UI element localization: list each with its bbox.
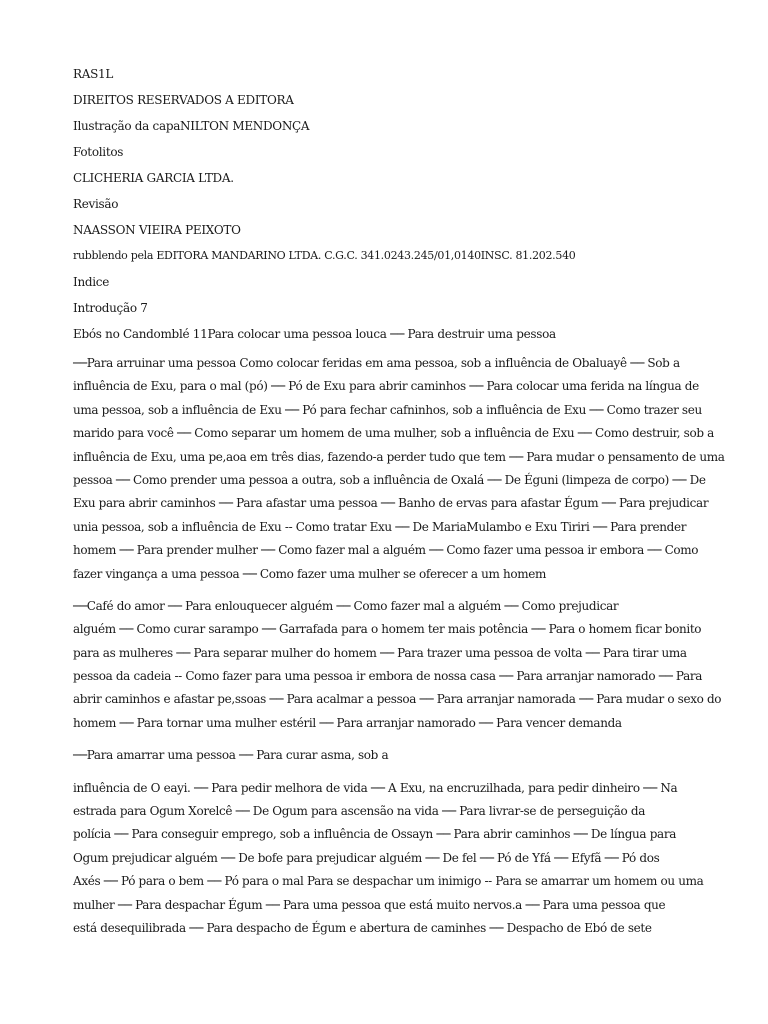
paragraph-line: polícia ── Para conseguir emprego, sob a influência de Ossayn ── Para abrir caminhos ── De língua para [73, 827, 677, 842]
paragraph-line: influência de O eayi. ── Para pedir melhora de vida ── A Exu, na encruzilhada, para pedir dinheiro ── Na [73, 780, 678, 795]
paragraph-3 [73, 744, 695, 767]
header-line-4: Fotolitos [73, 145, 124, 159]
paragraph-line: homem ── Para tornar uma mulher estéril ── Para arranjar namorado ── Para vencer demanda [73, 715, 622, 730]
index-heading: Indice [73, 275, 110, 289]
paragraph-line: alguém ── Como curar sarampo ── Garrafada para o homem ter mais potência ── Para o homem ficar bonito [73, 622, 702, 637]
paragraph-line: mulher ── Para despachar Égum ── Para uma pessoa que está muito nervos.a ── Para uma pessoa que [73, 897, 666, 912]
publisher-line: rubblendo pela EDITORA MANDARINO LTDA. C.G.C. 341.0243.245/01,0140INSC. 81.202.540 [73, 249, 576, 262]
paragraph-line: unia pessoa, sob a influência de Exu -- Como tratar Exu ── De MariaMulambo e Exu Tiriri ── Para prender [73, 519, 687, 534]
paragraph-line: Axés ── Pó para o bem ── Pó para o mal Para se despachar um inimigo -- Para se amarrar um homem ou uma [73, 874, 704, 889]
paragraph-line: marido para você ── Como separar um homem de uma mulher, sob a influência de Exu ── Como destruir, sob a [73, 426, 714, 441]
paragraph-line: fazer vingança a uma pessoa ── Como fazer uma mulher se oferecer a um homem [73, 566, 547, 581]
paragraph-line: estrada para Ogum Xorelcê ── De Ogum para ascensão na vida ── Para livrar-se de perseguição da [73, 804, 645, 819]
paragraph-line: pessoa ── Como prender uma pessoa a outra, sob a influência de Oxalá ── De Éguni (limpeza de corpo) ── De [73, 472, 706, 487]
paragraph-line: ──Café do amor ── Para enlouquecer alguém ── Como fazer mal a alguém ── Como prejudicar [73, 598, 619, 613]
paragraph-2 [73, 595, 722, 735]
paragraph-line: está desequilibrada ── Para despacho de Égum e abertura de caminhes ── Despacho de Ebó de sete [73, 920, 652, 935]
paragraph-line: homem ── Para prender mulher ── Como fazer mal a alguém ── Como fazer uma pessoa ir embora ── Como [73, 543, 699, 558]
header-line-3: Ilustração da capaNILTON MENDONÇA [73, 119, 310, 133]
header-line-6: Revisão [73, 197, 119, 211]
intro-entry: Introdução 7 [73, 301, 148, 315]
header-line-1: RAS1L [73, 67, 114, 81]
paragraph-line: Exu para abrir caminhos ── Para afastar uma pessoa ── Banho de ervas para afastar Égum ── Para prejudicar [73, 496, 709, 511]
ebos-entry: Ebós no Candomblé 11Para colocar uma pessoa louca ── Para destruir uma pessoa [73, 327, 556, 341]
header-line-7: NAASSON VIEIRA PEIXOTO [73, 223, 241, 237]
paragraph-line: influência de Exu, para o mal (pó) ── Pó de Exu para abrir caminhos ── Para colocar uma ferida na língua de [73, 379, 699, 394]
paragraph-line: para as mulheres ── Para separar mulher do homem ── Para trazer uma pessoa de volta ── Para tirar uma [73, 645, 687, 660]
paragraph-line: uma pessoa, sob a influência de Exu ── Pó para fechar cafninhos, sob a influência de Exu ── Como trazer seu [73, 402, 702, 417]
header-line-2: DIREITOS RESERVADOS A EDITORA [73, 93, 294, 107]
paragraph-line: abrir caminhos e afastar pe,ssoas ── Para acalmar a pessoa ── Para arranjar namorada ── Para mudar o sexo do [73, 692, 722, 707]
paragraph-line: ──Para arruinar uma pessoa Como colocar feridas em ama pessoa, sob a influência de Obaluayê ── Sob a [73, 356, 680, 370]
paragraph-line: influência de Exu, uma pe,aoa em três dias, fazendo-a perder tudo que tem ── Para mudar o pensamento de uma [73, 449, 725, 464]
paragraph-4 [73, 777, 704, 941]
paragraph-line: Ogum prejudicar alguém ── De bofe para prejudicar alguém ── De fel ── Pó de Yfá ── Efyfã ── Pó dos [73, 850, 660, 865]
header-line-5: CLICHERIA GARCIA LTDA. [73, 171, 234, 185]
paragraph-line: ──Para amarrar uma pessoa ── Para curar asma, sob a [73, 748, 389, 763]
paragraph-1 [73, 352, 725, 586]
paragraph-line: pessoa da cadeia -- Como fazer para uma pessoa ir embora de nossa casa ── Para arranjar namorado ── Para [73, 669, 703, 684]
document-page [73, 66, 725, 940]
